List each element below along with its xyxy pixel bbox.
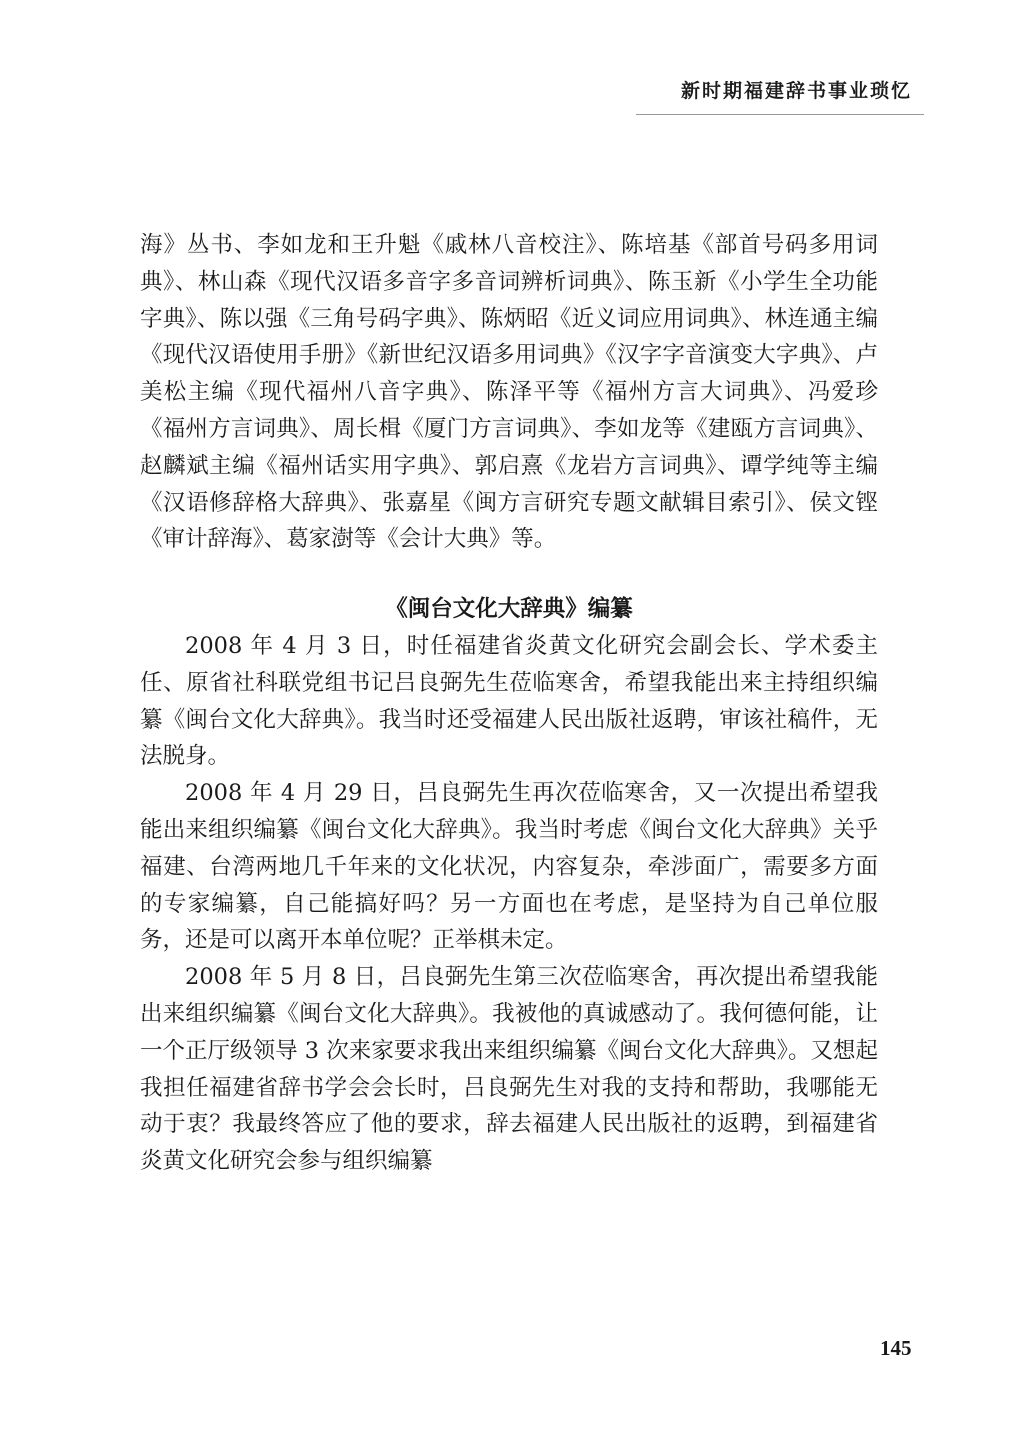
paragraph-first-visit: 2008 年 4 月 3 日，时任福建省炎黄文化研究会副会长、学术委主任、原省社科联党组书记吕良弼先生莅临寒舍，希望我能出来主持组织编纂《闽台文化大辞典》。我当时还受福建人民出版社返聘，审该社稿件，无法脱身。 (140, 632, 878, 770)
section-heading: 《闽台文化大辞典》编纂 (385, 596, 633, 623)
running-header: 新时期福建辞书事业琐忆 (680, 80, 912, 102)
page-body (140, 227, 878, 1180)
page-number: 145 (880, 1336, 912, 1360)
paragraph-book-list: 海》丛书、李如龙和王升魁《戚林八音校注》、陈培基《部首号码多用词典》、林山森《现代汉语多音字多音词辨析词典》、陈玉新《小学生全功能字典》、陈以强《三角号码字典》、陈炳昭《近义词应用词典》、林连通主编《现代汉语使用手册》《新世纪汉语多用词典》《汉字字音演变大字典》、卢美松主编《现代福州八音字典》、陈泽平等《福州方言大词典》、冯爱珍《福州方言词典》、周长楫《厦门方言词典》、李如龙等《建瓯方言词典》、赵麟斌主编《福州话实用字典》、郭启熹《龙岩方言词典》、谭学纯等主编《汉语修辞格大辞典》、张嘉星《闽方言研究专题文献辑目索引》、侯文铿《审计辞海》、葛家澍等《会计大典》等。 (140, 232, 878, 553)
paragraph-third-visit: 2008 年 5 月 8 日，吕良弼先生第三次莅临寒舍，再次提出希望我能出来组织编纂《闽台文化大辞典》。我被他的真诚感动了。我何德何能，让一个正厅级领导 3 次来家要求我出来组织编纂《闽台文化大辞典》。又想起我担任福建省辞书学会会长时，吕良弼先生对我的支持和帮助，我哪能无动于衷？我最终答应了他的要求，辞去福建人民出版社的返聘，到福建省炎黄文化研究会参与组织编纂 (140, 964, 878, 1175)
paragraph-second-visit: 2008 年 4 月 29 日，吕良弼先生再次莅临寒舍，又一次提出希望我能出来组织编纂《闽台文化大辞典》。我当时考虑《闽台文化大辞典》关乎福建、台湾两地几千年来的文化状况，内容复杂，牵涉面广，需要多方面的专家编纂，自己能搞好吗？另一方面也在考虑，是坚持为自己单位服务，还是可以离开本单位呢？正举棋未定。 (140, 780, 878, 954)
header-rule (636, 114, 924, 115)
